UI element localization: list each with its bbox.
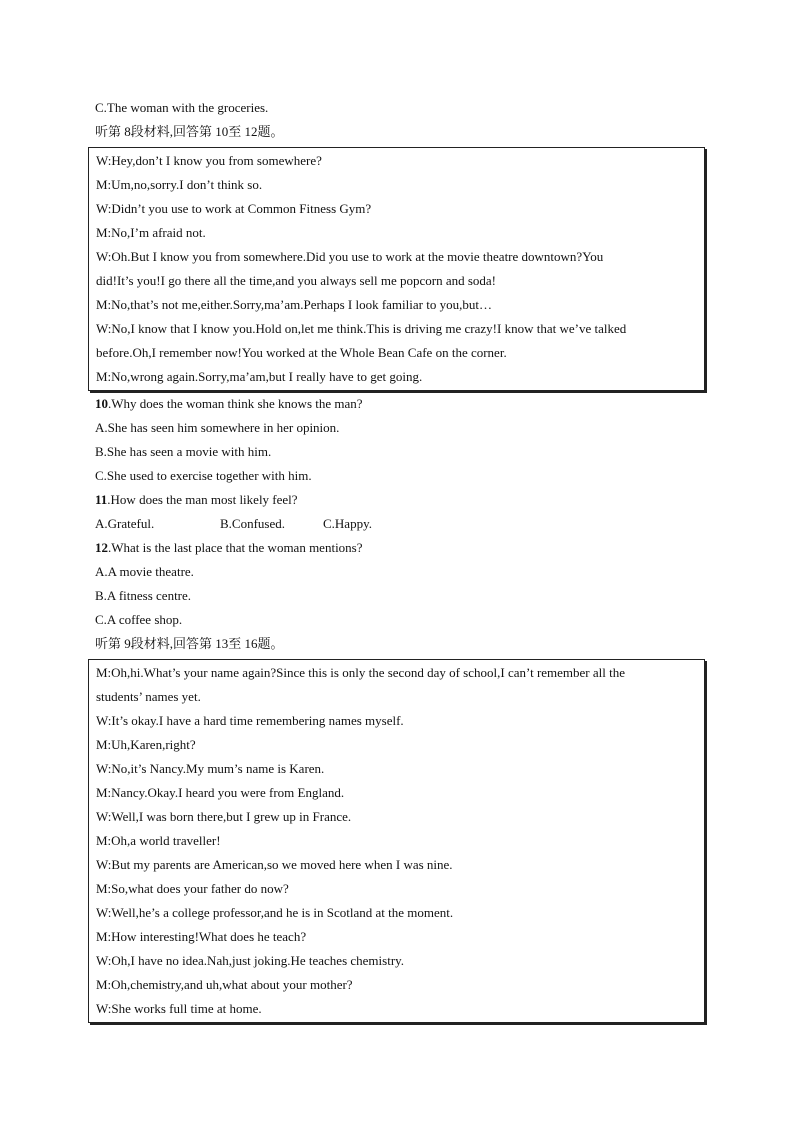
dialogue-line: W:No,it’s Nancy.My mum’s name is Karen.	[96, 761, 325, 776]
dialogue-line: M:Nancy.Okay.I heard you were from England.	[96, 785, 345, 800]
question-text: .What is the last place that the woman mentions?	[108, 540, 363, 555]
answer-option: A.She has seen him somewhere in her opinion.	[95, 420, 340, 435]
answer-option: C.A coffee shop.	[95, 612, 183, 627]
dialogue-line: M:Oh,chemistry,and uh,what about your mother?	[96, 977, 353, 992]
dialogue-line: M:No,that’s not me,either.Sorry,ma’am.Perhaps I look familiar to you,but…	[96, 297, 492, 312]
answer-option: B.She has seen a movie with him.	[95, 444, 272, 459]
option-text: C.The woman with the groceries.	[95, 100, 269, 115]
dialogue-line: W:She works full time at home.	[96, 1001, 262, 1016]
dialogue-line: M:So,what does your father do now?	[96, 881, 289, 896]
question-number: 11	[95, 492, 108, 507]
dialogue-line: W:No,I know that I know you.Hold on,let me think.This is driving me crazy!I know that we’ve talked	[96, 321, 627, 336]
section-heading: 听第 8段材料,回答第 10至 12题。	[95, 124, 284, 139]
question	[95, 488, 298, 512]
question	[95, 392, 363, 416]
dialogue-line: M:Um,no,sorry.I don’t think so.	[96, 177, 263, 192]
dialogue-line: students’ names yet.	[96, 689, 201, 704]
answer-option: A.Grateful.	[95, 516, 155, 531]
dialogue-line: W:Oh,I have no idea.Nah,just joking.He teaches chemistry.	[96, 953, 405, 968]
question-number: 12	[95, 540, 108, 555]
dialogue-line: M:How interesting!What does he teach?	[96, 929, 307, 944]
dialogue-line: M:No,wrong again.Sorry,ma’am,but I really have to get going.	[96, 369, 423, 384]
answer-option: B.A fitness centre.	[95, 588, 192, 603]
dialogue-line: W:Didn’t you use to work at Common Fitness Gym?	[96, 201, 372, 216]
dialogue-line: W:Hey,don’t I know you from somewhere?	[96, 153, 322, 168]
dialogue-line: W:Well,he’s a college professor,and he is in Scotland at the moment.	[96, 905, 454, 920]
dialogue-line: M:Oh,hi.What’s your name again?Since this is only the second day of school,I can’t remember all the	[96, 665, 626, 680]
dialogue-box	[88, 147, 705, 391]
question-text: .How does the man most likely feel?	[107, 492, 298, 507]
dialogue-line: M:No,I’m afraid not.	[96, 225, 206, 240]
answer-option: A.A movie theatre.	[95, 564, 194, 579]
dialogue-box	[88, 659, 705, 1023]
answer-option: C.Happy.	[323, 516, 372, 531]
dialogue-line: W:It’s okay.I have a hard time remembering names myself.	[96, 713, 404, 728]
dialogue-line: M:Oh,a world traveller!	[96, 833, 221, 848]
question-text: .Why does the woman think she knows the man?	[108, 396, 363, 411]
dialogue-line: W:But my parents are American,so we moved here when I was nine.	[96, 857, 453, 872]
dialogue-line: W:Oh.But I know you from somewhere.Did you use to work at the movie theatre downtown?You	[96, 249, 604, 264]
question-number: 10	[95, 396, 108, 411]
question	[95, 536, 363, 560]
dialogue-line: before.Oh,I remember now!You worked at the Whole Bean Cafe on the corner.	[96, 345, 507, 360]
dialogue-line: M:Uh,Karen,right?	[96, 737, 196, 752]
section-heading: 听第 9段材料,回答第 13至 16题。	[95, 636, 284, 651]
dialogue-line: did!It’s you!I go there all the time,and you always sell me popcorn and soda!	[96, 273, 497, 288]
answer-option: B.Confused.	[220, 516, 285, 531]
answer-options-row	[95, 512, 372, 536]
answer-option: C.She used to exercise together with him.	[95, 468, 312, 483]
dialogue-line: W:Well,I was born there,but I grew up in France.	[96, 809, 352, 824]
